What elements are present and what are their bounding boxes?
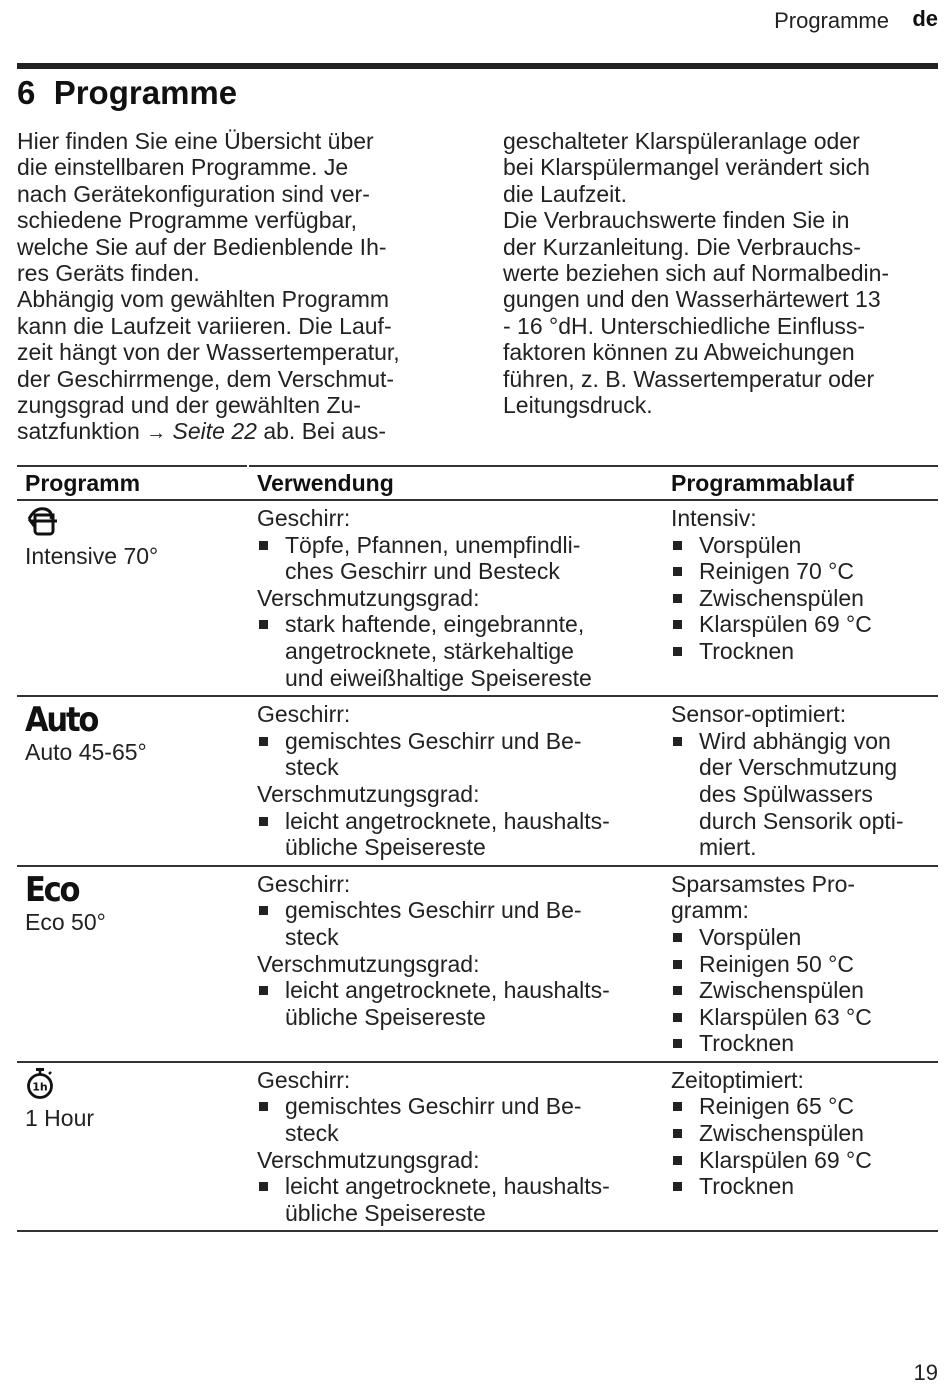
stopwatch-1h-icon	[25, 1067, 55, 1099]
list-item: Zwischenspülen	[671, 1120, 930, 1147]
usage-list	[257, 728, 653, 781]
list-item: Trocknen	[671, 1173, 930, 1200]
flow-list	[671, 532, 930, 665]
list-item: stark haftende, eingebrannte, angetrocknete, stärkehaltige und eiweißhaltige Speisereste	[257, 611, 653, 691]
programme-name: 1 Hour	[25, 1104, 95, 1131]
table-row	[17, 1062, 938, 1232]
usage-cell	[248, 866, 662, 1062]
programme-symbol	[25, 701, 239, 739]
usage-label: Verschmutzungsgrad:	[257, 1146, 480, 1173]
list-item: Trocknen	[671, 638, 930, 665]
header-rule	[17, 63, 938, 69]
flow-label: Sparsamstes Pro- gramm:	[671, 870, 856, 924]
chapter-heading	[17, 74, 237, 112]
running-header-section: Programme	[774, 8, 889, 33]
flow-label: Intensiv:	[671, 505, 757, 531]
usage-list	[257, 611, 653, 691]
page-number: 19	[913, 1360, 938, 1385]
programme-cell	[17, 866, 248, 1062]
list-item: Töpfe, Pfannen, unempfindli- ches Geschirr und Besteck	[257, 532, 653, 585]
eco-symbol-icon: Eco	[25, 869, 79, 910]
usage-label: Geschirr:	[257, 505, 351, 531]
flow-label: Zeitoptimiert:	[671, 1066, 804, 1093]
list-item: Zwischenspülen	[671, 585, 930, 612]
list-item: Vorspülen	[671, 532, 930, 559]
table-row	[17, 866, 938, 1062]
list-item: Reinigen 65 °C	[671, 1093, 930, 1120]
list-item: leicht angetrocknete, haushalts- übliche Speisereste	[257, 1173, 653, 1226]
intensive-pot-icon	[25, 505, 69, 541]
programme-name: Eco 50°	[25, 908, 106, 935]
list-item: gemischtes Geschirr und Be- steck	[257, 728, 653, 781]
intro-paragraph: geschalteter Klarspüleranlage oder bei Klarspülermangel verändert sich die Laufzeit.	[503, 128, 870, 207]
flow-cell	[662, 500, 938, 696]
flow-list	[671, 728, 930, 861]
usage-label: Verschmutzungsgrad:	[257, 584, 480, 611]
page-reference-link[interactable]: Seite 22	[172, 418, 257, 445]
programme-name: Intensive 70°	[25, 543, 159, 569]
usage-list	[257, 532, 653, 585]
table-header-row	[17, 466, 938, 500]
list-item: Klarspülen 69 °C	[671, 1147, 930, 1174]
list-item: Trocknen	[671, 1030, 930, 1057]
table-row	[17, 696, 938, 866]
flow-list	[671, 1093, 930, 1199]
chapter-title: Programme	[53, 74, 238, 111]
intro-paragraph: Hier finden Sie eine Übersicht über die einstellbaren Programme. Je nach Gerätekonfiguration sind ver- schiedene Programme verfügbar, welche Sie auf der Bedienblende Ih- res Geräts finden.	[17, 128, 387, 287]
programme-symbol	[25, 1067, 239, 1105]
arrow-icon: →	[146, 422, 167, 445]
programme-cell	[17, 696, 248, 866]
programme-cell	[17, 1062, 248, 1232]
intro-paragraph: Abhängig vom gewählten Programm kann die Laufzeit variieren. Die Lauf- zeit hängt von der Wassertemperatur, der Geschirrmenge, dem Verschmut- zungsgrad und der gewählten Zu- satzfunktion → Seite 22 ab. Bei aus-	[17, 286, 400, 445]
column-header-programm: Programm	[17, 466, 248, 500]
intro-paragraph: Die Verbrauchswerte finden Sie in der Kurzanleitung. Die Verbrauchs- werte beziehen sich auf Normalbedin- gungen und den Wasserhärtewert 13 - 16 °dH. Unterschiedliche Einfluss- faktoren können zu Abweichungen führen, z. B. Wassertemperatur oder Leitungsdruck.	[503, 207, 890, 419]
intro-right-column	[503, 128, 943, 418]
list-item: leicht angetrocknete, haushalts- übliche Speisereste	[257, 977, 653, 1030]
column-header-verwendung: Verwendung	[248, 466, 662, 500]
flow-cell	[662, 1062, 938, 1232]
auto-symbol-icon: Auto	[25, 700, 98, 741]
stopwatch-label: 1h	[32, 1080, 48, 1094]
usage-label: Geschirr:	[257, 870, 351, 897]
usage-list	[257, 977, 653, 1030]
usage-cell	[248, 500, 662, 696]
usage-label: Geschirr:	[257, 701, 351, 728]
usage-list	[257, 808, 653, 861]
list-item: leicht angetrocknete, haushalts- übliche Speisereste	[257, 808, 653, 861]
list-item: gemischtes Geschirr und Be- steck	[257, 1093, 653, 1146]
programme-symbol	[25, 505, 239, 543]
programme-name: Auto 45-65°	[25, 739, 147, 766]
programme-symbol	[25, 871, 239, 909]
list-item: Vorspülen	[671, 924, 930, 951]
usage-cell	[248, 1062, 662, 1232]
intro-left-column	[17, 128, 477, 447]
usage-label: Verschmutzungsgrad:	[257, 950, 480, 977]
flow-label: Sensor-optimiert:	[671, 701, 847, 728]
programme-cell	[17, 500, 248, 696]
table-row	[17, 500, 938, 696]
flow-list	[671, 924, 930, 1057]
list-item: gemischtes Geschirr und Be- steck	[257, 897, 653, 950]
usage-list	[257, 1173, 653, 1226]
usage-label: Verschmutzungsgrad:	[257, 780, 480, 807]
column-header-programmablauf: Programmablauf	[662, 466, 938, 500]
flow-cell	[662, 696, 938, 866]
programme-table	[17, 465, 938, 1232]
running-header-language: de	[912, 6, 938, 31]
list-item: Klarspülen 69 °C	[671, 611, 930, 638]
flow-cell	[662, 866, 938, 1062]
chapter-number: 6	[17, 74, 36, 111]
usage-list	[257, 1093, 653, 1146]
list-item: Reinigen 70 °C	[671, 558, 930, 585]
list-item: Klarspülen 63 °C	[671, 1004, 930, 1031]
list-item: Wird abhängig von der Verschmutzung des Spülwassers durch Sensorik opti- miert.	[671, 728, 930, 861]
usage-list	[257, 897, 653, 950]
list-item: Zwischenspülen	[671, 977, 930, 1004]
usage-label: Geschirr:	[257, 1066, 351, 1093]
usage-cell	[248, 696, 662, 866]
list-item: Reinigen 50 °C	[671, 951, 930, 978]
